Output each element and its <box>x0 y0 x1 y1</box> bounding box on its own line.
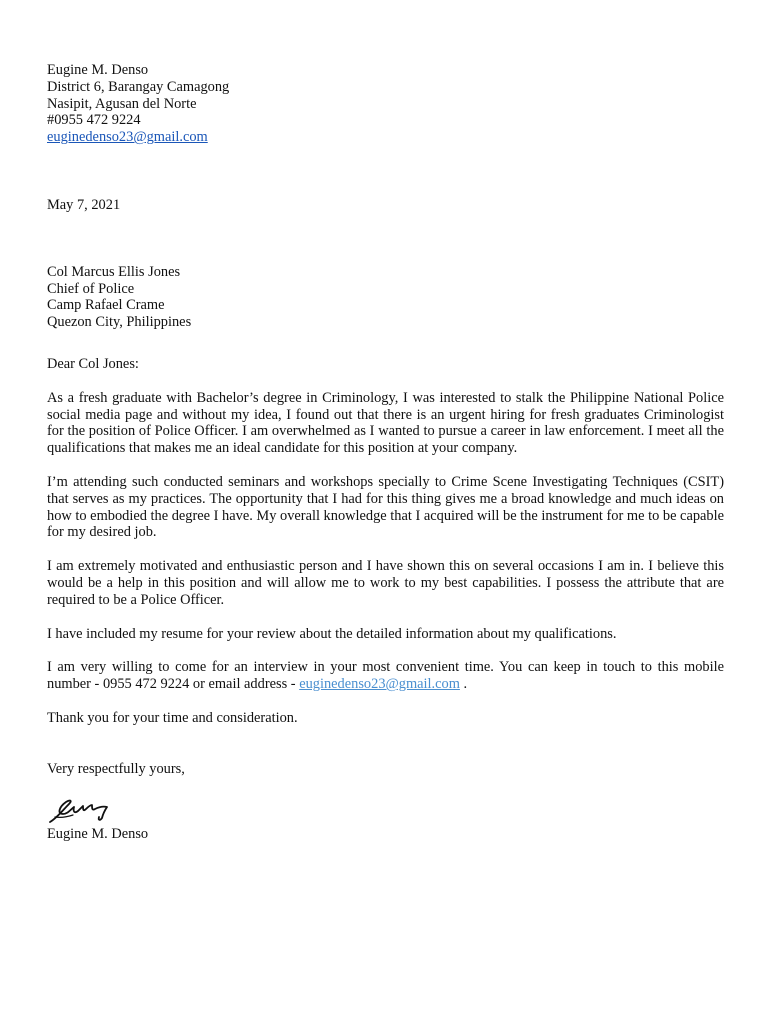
signature <box>47 790 724 826</box>
recipient-block <box>47 264 724 331</box>
signature-printed-name: Eugine M. Denso <box>47 825 149 842</box>
body-paragraph-2: I’m attending such conducted seminars and workshops specially to Crime Scene Investigating Techniques (CSIT) that serves as my practices. The opportunity that I had for this thing gives me a broad knowledge and much ideas on how to embodied the degree I have. My overall knowledge that I acquired will be the instrument for me to be capable for my desired job. <box>47 473 724 541</box>
letter-date: May 7, 2021 <box>47 196 121 213</box>
body-paragraph-6: Thank you for your time and consideration. <box>47 709 298 726</box>
sender-address-line1: District 6, Barangay Camagong <box>47 78 230 95</box>
letter-page <box>47 62 724 842</box>
body-paragraph-3: I am extremely motivated and enthusiastic person and I have shown this on several occasions I am in. I believe this would be a help in this position and will allow me to work to my best capabilities. I possess the attribute that are required to be a Police Officer. <box>47 558 724 608</box>
sender-address-line2: Nasipit, Agusan del Norte <box>47 95 197 112</box>
sender-email-link[interactable]: euginedenso23@gmail.com <box>47 129 208 146</box>
sender-block <box>47 62 724 146</box>
handwritten-signature-icon <box>47 790 117 826</box>
body-paragraph-5-end: . <box>459 676 468 693</box>
recipient-title: Chief of Police <box>47 280 135 297</box>
recipient-address-line2: Quezon City, Philippines <box>47 314 192 331</box>
body-paragraph-4: I have included my resume for your review about the detailed information about my qualifications. <box>47 625 617 642</box>
closing: Very respectfully yours, <box>47 760 185 777</box>
body-paragraph-5-text: I am very willing to come for an interview in your most convenient time. You can keep in touch to this mobile number - 0955 472 9224 or email address - <box>47 659 724 693</box>
body-paragraph-1: As a fresh graduate with Bachelor’s degree in Criminology, I was interested to stalk the Philippine National Police social media page and without my idea, I found out that there is an urgent hiring for fresh graduates Criminologist for the position of Police Officer. I am overwhelmed as I wanted to pursue a career in law enforcement. I meet all the qualifications that makes me an ideal candidate for this position at your company. <box>47 389 724 457</box>
sender-name: Eugine M. Denso <box>47 62 149 78</box>
body-paragraph-5 <box>47 659 724 693</box>
recipient-name: Col Marcus Ellis Jones <box>47 263 181 280</box>
body-email-link[interactable]: euginedenso23@gmail.com <box>299 676 460 693</box>
recipient-address-line1: Camp Rafael Crame <box>47 297 165 314</box>
salutation: Dear Col Jones: <box>47 355 139 372</box>
sender-phone: #0955 472 9224 <box>47 112 141 129</box>
